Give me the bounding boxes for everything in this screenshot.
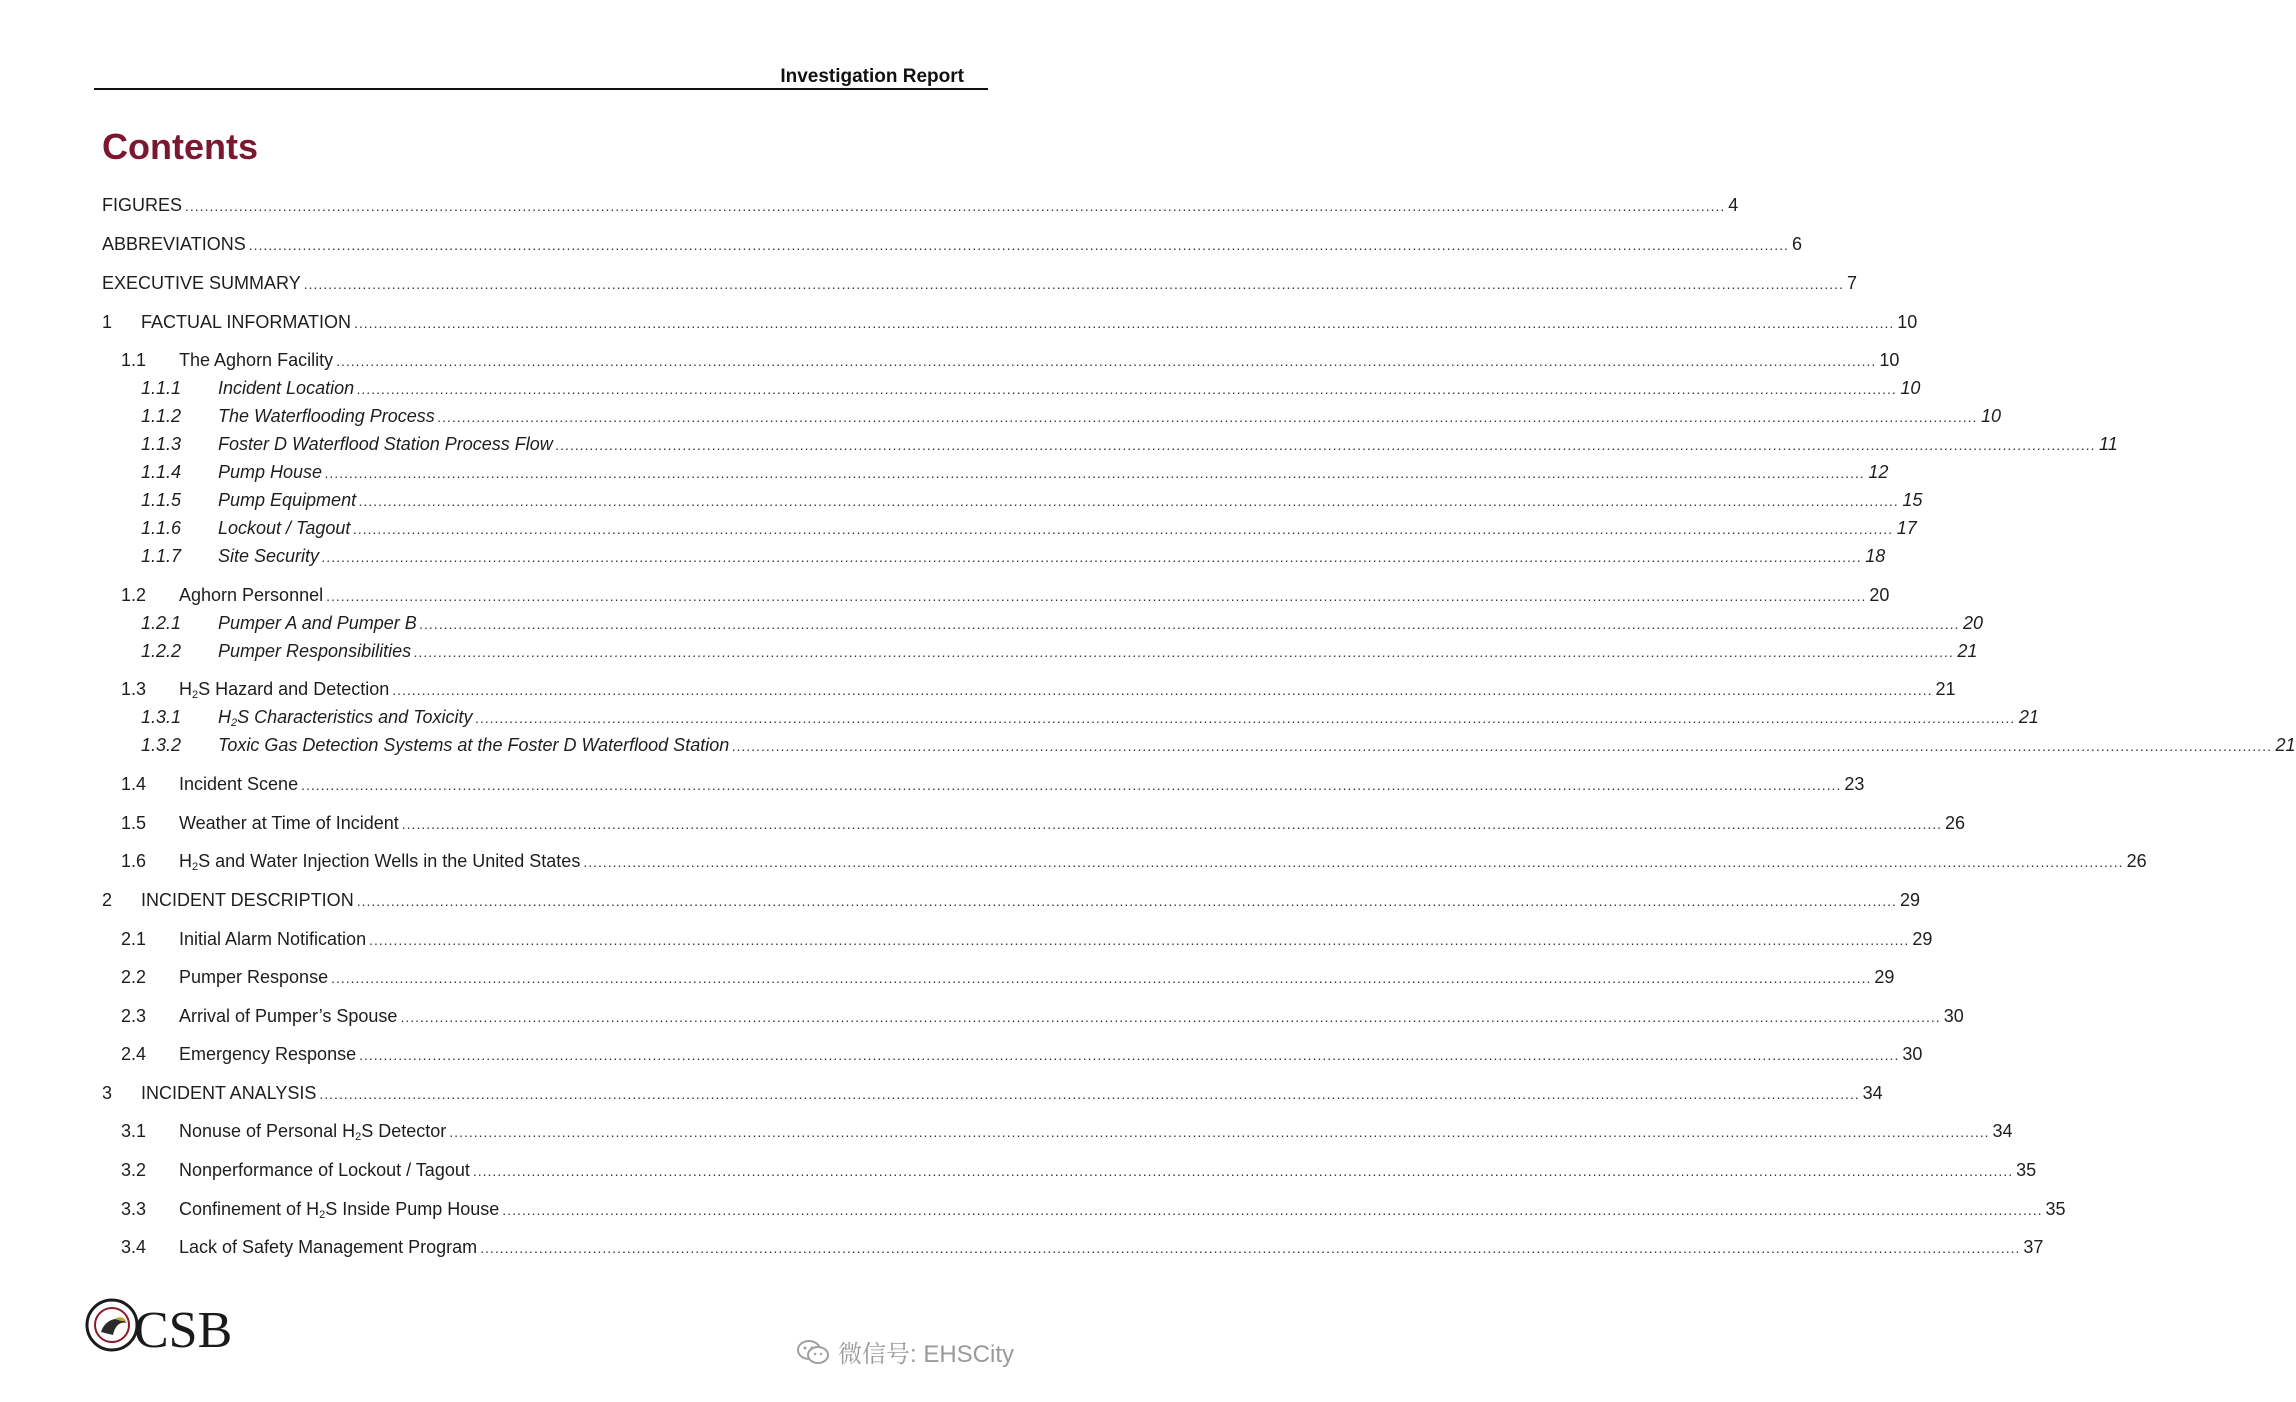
toc-dot-leader	[357, 377, 1897, 401]
toc-entry-title: Arrival of Pumper’s Spouse	[179, 1006, 398, 1026]
toc-page-number: 30	[1902, 1044, 1923, 1064]
toc-dot-leader	[322, 545, 1862, 569]
toc-title-part: S Hazard and Detection	[198, 679, 390, 699]
toc-page-number: 23	[1844, 774, 1865, 794]
toc-title-part: S and Water Injection Wells in the United States	[198, 851, 581, 871]
toc-entry-title: FIGURES	[102, 195, 183, 215]
toc-entry[interactable]	[102, 271, 1857, 296]
toc-page-number: 10	[1897, 312, 1918, 332]
wechat-icon	[796, 1338, 830, 1366]
toc-entry-number: 1.1.1	[141, 378, 182, 398]
toc-page-number: 15	[1902, 490, 1923, 510]
toc-entry[interactable]	[141, 460, 1889, 485]
toc-entry-title: Lockout / Tagout	[218, 518, 351, 538]
toc-entry-title: Pump Equipment	[218, 490, 357, 510]
toc-entry-title: Pumper A and Pumper B	[218, 613, 417, 633]
toc-entry-title: Pumper Response	[179, 967, 329, 987]
toc-entry[interactable]	[141, 376, 1921, 401]
toc-entry-title: Lack of Safety Management Program	[179, 1237, 478, 1257]
toc-entry-number: 3	[102, 1083, 113, 1103]
toc-entry-number: 1.2.1	[141, 613, 182, 633]
toc-entry-title: Weather at Time of Incident	[179, 813, 399, 833]
toc-dot-leader	[583, 850, 2123, 874]
toc-entry-title: FACTUAL INFORMATION	[141, 312, 352, 332]
toc-title-subscript: 2	[231, 717, 238, 729]
toc-entry-title: EXECUTIVE SUMMARY	[102, 273, 301, 293]
toc-entry-number: 3.1	[121, 1121, 147, 1141]
toc-page-number: 12	[1868, 462, 1889, 482]
toc-dot-leader	[400, 1005, 1940, 1029]
toc-entry[interactable]	[141, 611, 1984, 636]
toc-page-number: 34	[1992, 1121, 2013, 1141]
report-type-title: Investigation Report	[780, 66, 964, 87]
toc-dot-leader	[392, 678, 1932, 702]
toc-dot-leader	[402, 812, 1942, 836]
toc-entry[interactable]	[121, 677, 1956, 702]
toc-page-number: 29	[1899, 890, 1920, 910]
toc-page-number: 20	[1869, 585, 1890, 605]
toc-entry-title	[179, 1119, 446, 1143]
toc-entry[interactable]	[102, 310, 1918, 335]
toc-entry-number: 3.3	[121, 1199, 147, 1219]
toc-dot-leader	[357, 889, 1897, 913]
csb-logo	[85, 1297, 233, 1359]
toc-entry-title: Incident Location	[218, 378, 355, 398]
toc-entry-number: 2.4	[121, 1044, 147, 1064]
toc-entry[interactable]	[121, 583, 1890, 608]
toc-dot-leader	[359, 1043, 1899, 1067]
toc-entry-title: Pump House	[218, 462, 323, 482]
toc-page-number: 34	[1862, 1083, 1883, 1103]
toc-entry-number: 1.1.6	[141, 518, 182, 538]
toc-entry[interactable]	[102, 888, 1920, 913]
toc-entry-number: 1.1.2	[141, 406, 182, 426]
toc-dot-leader	[420, 612, 1960, 636]
toc-entry-title: Site Security	[218, 546, 320, 566]
toc-page-number: 26	[2126, 851, 2147, 871]
toc-entry[interactable]	[121, 1042, 1923, 1067]
toc-entry[interactable]	[121, 1119, 2013, 1144]
toc-entry-title: Toxic Gas Detection Systems at the Foster D Waterflood Station	[218, 735, 730, 755]
toc-page-number: 17	[1896, 518, 1917, 538]
toc-dot-leader	[502, 1198, 2042, 1222]
toc-title-part: Confinement of H	[179, 1199, 320, 1219]
toc-entry-number: 1.5	[121, 813, 147, 833]
toc-entry-number: 1.1.7	[141, 546, 182, 566]
toc-page-number: 37	[2023, 1237, 2044, 1257]
toc-entry-number: 1.2	[121, 585, 147, 605]
toc-dot-leader	[480, 1236, 2020, 1260]
toc-entry[interactable]	[141, 733, 2296, 758]
toc-entry-number: 2	[102, 890, 113, 910]
toc-entry[interactable]	[141, 516, 1917, 541]
toc-entry[interactable]	[121, 927, 1933, 952]
toc-entry-title: Emergency Response	[179, 1044, 357, 1064]
toc-dot-leader	[556, 433, 2096, 457]
toc-entry[interactable]	[121, 811, 1966, 836]
toc-entry-title: Initial Alarm Notification	[179, 929, 367, 949]
toc-entry[interactable]	[141, 488, 1923, 513]
toc-dot-leader	[185, 194, 1725, 218]
toc-page-number: 30	[1943, 1006, 1964, 1026]
toc-title-part: S Detector	[361, 1121, 447, 1141]
toc-dot-leader	[438, 405, 1978, 429]
toc-entry-title: INCIDENT ANALYSIS	[141, 1083, 317, 1103]
toc-dot-leader	[369, 928, 1909, 952]
toc-entry-title: Nonperformance of Lockout / Tagout	[179, 1160, 470, 1180]
watermark-text: 微信号: EHSCity	[838, 1341, 1015, 1368]
toc-page-number: 4	[1728, 195, 1739, 215]
toc-entry-number: 1	[102, 312, 113, 332]
toc-dot-leader	[414, 640, 1954, 664]
toc-page-number: 26	[1945, 813, 1966, 833]
toc-entry[interactable]	[121, 849, 2147, 874]
header-rule	[94, 88, 988, 90]
toc-dot-leader	[304, 272, 1844, 296]
logo-text: CSB	[134, 1302, 233, 1359]
toc-title-subscript: 2	[319, 1209, 326, 1221]
toc-dot-leader	[732, 734, 2272, 758]
toc-entry-number: 1.1	[121, 350, 147, 370]
toc-entry-number: 1.3.1	[141, 707, 182, 727]
toc-entry-title: Pumper Responsibilities	[218, 641, 412, 661]
toc-entry-number: 1.3	[121, 679, 147, 699]
toc-page-number: 29	[1912, 929, 1933, 949]
toc-title-part: H	[218, 707, 231, 727]
toc-entry-title: The Aghorn Facility	[179, 350, 334, 370]
toc-entry-number: 1.3.2	[141, 735, 182, 755]
toc-title-part: S Characteristics and Toxicity	[237, 707, 473, 727]
toc-entry-title: ABBREVIATIONS	[102, 234, 246, 254]
toc-page-number: 20	[1963, 613, 1984, 633]
toc-title-subscript: 2	[355, 1131, 362, 1143]
wechat-watermark	[796, 1334, 1014, 1369]
toc-entry-number: 3.4	[121, 1237, 147, 1257]
toc-page-number: 21	[2018, 707, 2039, 727]
toc-title-part: Nonuse of Personal H	[179, 1121, 356, 1141]
toc-page-number: 35	[2045, 1199, 2066, 1219]
toc-dot-leader	[325, 461, 1865, 485]
toc-dot-leader	[301, 773, 1841, 797]
toc-dot-leader	[476, 706, 2016, 730]
toc-entry-number: 1.2.2	[141, 641, 182, 661]
toc-entry-number: 3.2	[121, 1160, 147, 1180]
toc-page-number: 18	[1865, 546, 1886, 566]
toc-title-part: H	[179, 679, 192, 699]
toc-entry-title	[179, 849, 580, 873]
toc-entry-number: 1.1.4	[141, 462, 182, 482]
toc-dot-leader	[359, 489, 1899, 513]
toc-page-number: 35	[2016, 1160, 2037, 1180]
toc-entry[interactable]	[121, 1004, 1964, 1029]
toc-entry-number: 1.4	[121, 774, 147, 794]
toc-page-number: 11	[2099, 434, 2118, 454]
toc-entry-title: Incident Scene	[179, 774, 299, 794]
toc-entry-title	[218, 705, 473, 729]
toc-page-number: 21	[2275, 735, 2296, 755]
toc-page-number: 10	[1981, 406, 2002, 426]
toc-dot-leader	[249, 233, 1789, 257]
toc-page-number: 21	[1935, 679, 1956, 699]
toc-entry[interactable]	[121, 1235, 2044, 1260]
toc-entry-number: 1.1.5	[141, 490, 182, 510]
toc-entry-number: 1.1.3	[141, 434, 182, 454]
toc-entry-title: Foster D Waterflood Station Process Flow	[218, 434, 553, 454]
toc-entry-title	[179, 677, 389, 701]
toc-entry-title: INCIDENT DESCRIPTION	[141, 890, 354, 910]
toc-title-part: H	[179, 851, 192, 871]
toc-entry-number: 2.1	[121, 929, 147, 949]
page-title: Contents	[102, 126, 258, 167]
toc-page-number: 7	[1846, 273, 1857, 293]
toc-entry[interactable]	[121, 772, 1865, 797]
toc-entry-number: 2.2	[121, 967, 147, 987]
toc-page-number: 10	[1879, 350, 1900, 370]
toc-dot-leader	[319, 1082, 1859, 1106]
toc-dot-leader	[326, 584, 1866, 608]
toc-entry-title: Aghorn Personnel	[179, 585, 324, 605]
toc-entry[interactable]	[141, 544, 1886, 569]
toc-entry[interactable]	[121, 1158, 2037, 1183]
toc-entry-number: 2.3	[121, 1006, 147, 1026]
toc-entry[interactable]	[141, 404, 2002, 429]
toc-entry[interactable]	[141, 639, 1978, 664]
toc-entry[interactable]	[141, 432, 2118, 457]
toc-page-number: 10	[1900, 378, 1921, 398]
toc-page-number: 6	[1791, 234, 1802, 254]
toc-page-number: 21	[1957, 641, 1978, 661]
toc-dot-leader	[331, 966, 1871, 990]
toc-dot-leader	[473, 1159, 2013, 1183]
toc-title-subscript: 2	[192, 689, 199, 701]
toc-title-subscript: 2	[192, 861, 199, 873]
toc-entry[interactable]	[121, 965, 1895, 990]
toc-dot-leader	[336, 349, 1876, 373]
toc-entry-title	[179, 1197, 499, 1221]
toc-dot-leader	[353, 517, 1893, 541]
toc-dot-leader	[449, 1120, 1989, 1144]
toc-dot-leader	[354, 311, 1894, 335]
toc-entry[interactable]	[141, 705, 2039, 730]
toc-entry[interactable]	[121, 348, 1900, 373]
toc-entry[interactable]	[102, 232, 1802, 257]
toc-entry[interactable]	[121, 1197, 2066, 1222]
toc-entry[interactable]	[102, 1081, 1883, 1106]
toc-entry-number: 1.6	[121, 851, 147, 871]
toc-entry[interactable]	[102, 193, 1739, 218]
toc-entry-title: The Waterflooding Process	[218, 406, 435, 426]
toc-page-number: 29	[1874, 967, 1895, 987]
toc-title-part: S Inside Pump House	[325, 1199, 500, 1219]
